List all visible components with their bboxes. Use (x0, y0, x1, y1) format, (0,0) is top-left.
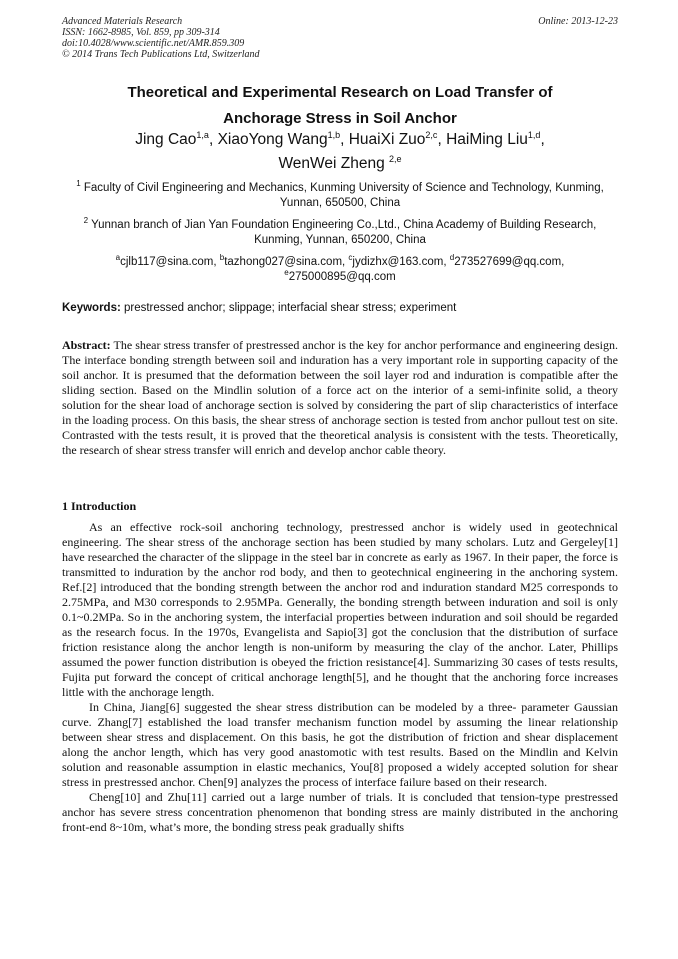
email-c: $^c$jydizhx@163.com, (348, 253, 450, 268)
email-e: $^e$275000895@qq.com (284, 268, 396, 283)
author-emails (62, 255, 618, 285)
email-b: $^b$tazhong027@sina.com, (219, 253, 349, 268)
author-list (62, 128, 618, 176)
keywords-text: prestressed anchor; slippage; interfacial shear stress; experiment (120, 302, 457, 314)
affiliation-1: $^1$ Faculty of Civil Engineering and Mechanics, Kunming University of Science and Technology, Kunming, Yunnan, 650500, China (76, 179, 604, 209)
email-d: $^d$273527699@qq.com, (449, 253, 565, 268)
paragraph-2: In China, Jiang[6] suggested the shear stress distribution can be modeled by a three- parameter Gaussian curve. Zhang[7] established the load transfer mechanism function model by assuming the linear relationship between shear stress and displacement. On this basis, he got the distribution of friction and shear displacement along the anchor length, which has very good anastomotic with test results. Based on the Mindlin and Kelvin solution and reasonable assumption in elastic mechanics, You[8] proposed a widely accepted solution for shear stress in prestressed anchor. Chen[9] analyzes the process of interface failure based on their research. (62, 700, 618, 789)
journal-name: Advanced Materials Research (62, 16, 183, 27)
paper-title (62, 80, 618, 132)
keywords (62, 301, 618, 316)
author-5: WenWei Zheng $^{2,e}$ (278, 153, 402, 172)
author-2: XiaoYong Wang$^{1,b}$, (217, 129, 349, 148)
introduction-body (62, 520, 618, 835)
section-heading-introduction: 1 Introduction (62, 499, 137, 513)
author-1: Jing Cao$^{1,a}$, (135, 129, 218, 148)
journal-header (62, 16, 618, 60)
title-line-1: Theoretical and Experimental Research on Load Transfer of (127, 84, 553, 101)
doi-line: doi:10.4028/www.scientific.net/AMR.859.309 (62, 38, 245, 49)
paragraph-3: Cheng[10] and Zhu[11] carried out a large number of trials. It is concluded that tension-type prestressed anchor has severe stress concentration phenomenon that bonding stress are mainly distributed in the anchoring front-end 8~10m, what’s more, the bonding stress peak gradually shifts (62, 790, 618, 834)
keywords-label: Keywords: (62, 302, 121, 314)
abstract-label: Abstract: (62, 338, 111, 352)
abstract-text: The shear stress transfer of prestressed anchor is the key for anchor performance and engineering design. The interface bonding strength between soil and induration has a very important role in supporting capacity of the soil anchor. It is presumed that the deformation between the soil layer rod and induration is compatible after the sliding section. Based on the Mindlin solution of a force act on the interior of a semi-infinite solid, a theory solution for the shear load of anchorage section is solved by considering the part of slip characteristics of interface in the loading process. On this basis, the shear stress of anchorage section is tested from anchor pullout test on site. Contrasted with the tests result, it is proved that the theoretical analysis is consistent with the tests. Theoretically, the research of shear stress transfer will enrich and develop anchor cable theory. (62, 338, 618, 457)
author-3: HuaiXi Zuo$^{2,c}$, (348, 129, 447, 148)
affiliation-2: $^2$ Yunnan branch of Jian Yan Foundation Engineering Co.,Ltd., China Academy of Building Research, Kunming, Yunnan, 650200, China (83, 216, 597, 246)
author-4: HaiMing Liu$^{1,d}$, (446, 129, 545, 148)
email-a: $^a$cjlb117@sina.com, (115, 253, 220, 268)
copyright-line: © 2014 Trans Tech Publications Ltd, Switzerland (62, 49, 260, 60)
title-line-2: Anchorage Stress in Soil Anchor (223, 110, 457, 127)
paragraph-1: As an effective rock-soil anchoring technology, prestressed anchor is widely used in geotechnical engineering. The shear stress of the anchorage section has been studied by many scholars. Lutz and Gergeley[1] have researched the character of the slippage in the steel bar in concrete as early as 1967. In their paper, the force is transmitted to induration by the anchor rod body, and then to geotechnical engineering in the anchoring system. Ref.[2] introduced that the bonding strength between the anchor rod and induration standard M25 corresponds to 2.75MPa, and M30 corresponds to 2.95MPa. Generally, the bonding strength between induration and soil is only 0.1~0.2MPa. So in the anchoring system, the interfacial properties between induration and soil should be regarded as the research focus. In the 1970s, Evangelista and Sapio[3] got the conclusion that the distribution of surface friction resistance along the anchor length is non-uniform by measuring the clay of the anchor. Later, Phillips assumed the power function distribution is obeyed the friction resistance[4]. Summarizing 30 cases of tests results, Fujita put forward the concept of critical anchorage length[5], and he thought that the anchoring force increases little with the anchorage length. (62, 520, 618, 699)
abstract (62, 338, 618, 458)
issn-line: ISSN: 1662-8985, Vol. 859, pp 309-314 (62, 27, 220, 38)
online-date: Online: 2013-12-23 (538, 16, 618, 27)
